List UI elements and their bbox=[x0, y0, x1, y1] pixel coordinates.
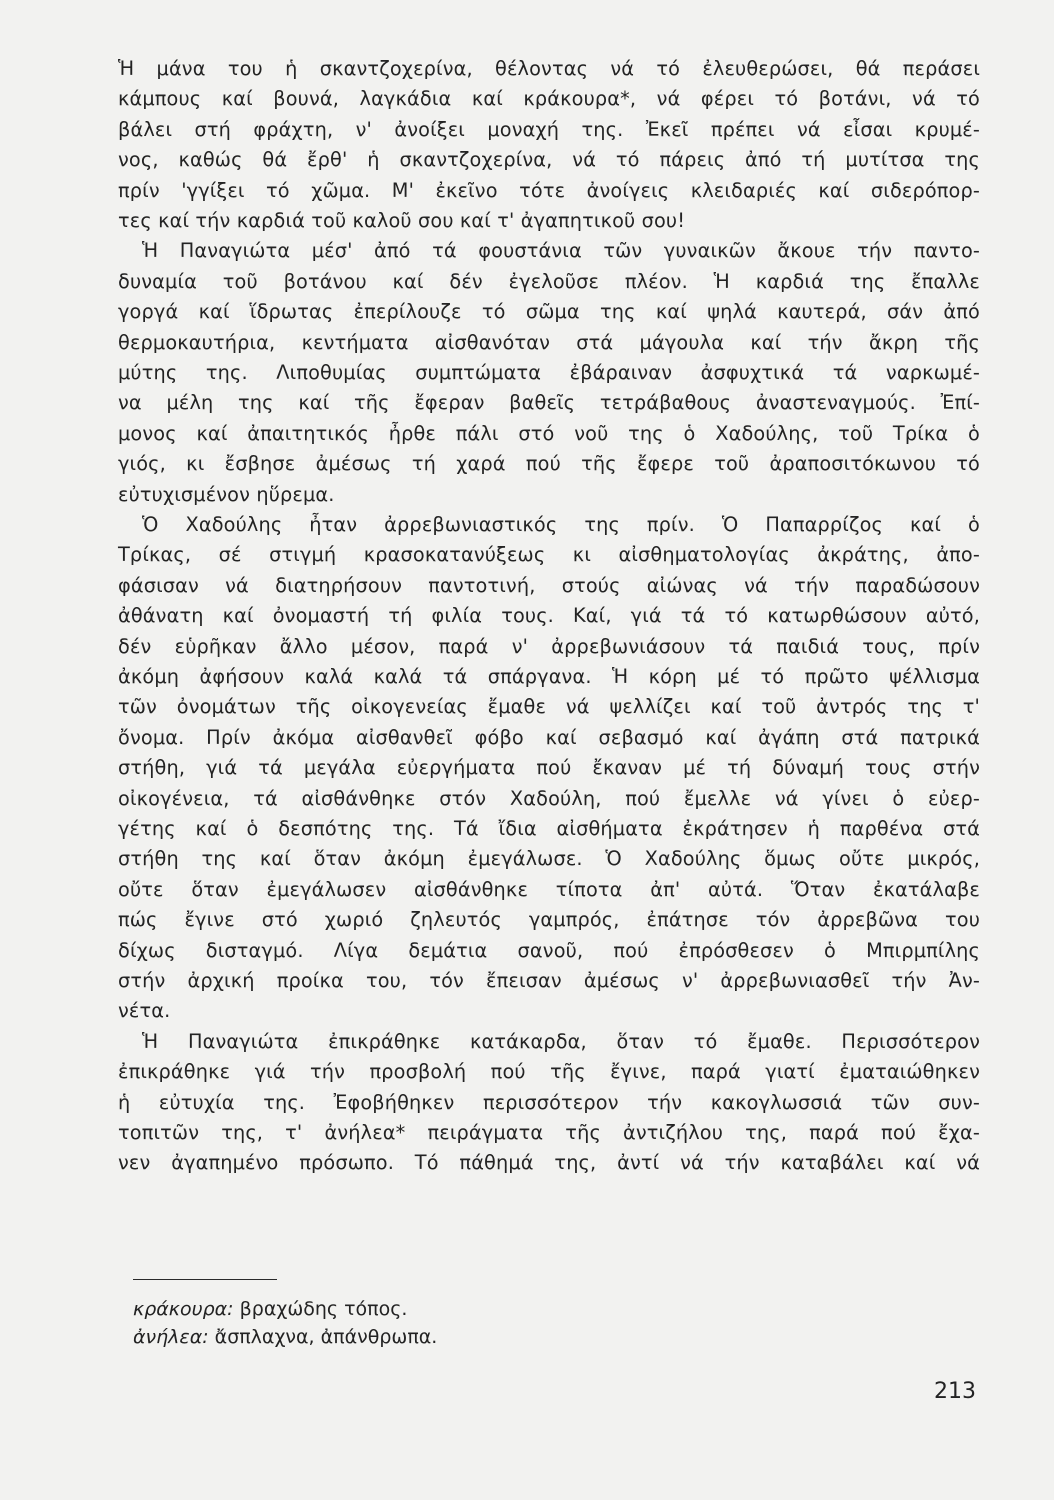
footnote-divider bbox=[133, 1279, 277, 1280]
text-line: μονος καί ἀπαιτητικός ἦρθε πάλι στό νοῦ της ὁ Χαδούλης, τοῦ Τρίκα ὁ bbox=[118, 421, 980, 445]
text-line: στήθη της καί ὅταν ἀκόμη ἐμεγάλωσε. Ὁ Χαδούλης ὅμως οὔτε μικρός, bbox=[118, 847, 980, 871]
text-line: γιός, κι ἔσβησε ἀμέσως τή χαρά πού τῆς ἔφερε τοῦ ἀραποσιτόκωνου τό bbox=[118, 452, 980, 476]
text-line: οὔτε ὅταν ἐμεγάλωσεν αἰσθάνθηκε τίποτα ἀπ' αὐτά. Ὅταν ἐκατάλαβε bbox=[118, 877, 980, 901]
text-line: βάλει στή φράχτη, ν' ἀνοίξει μοναχή της. Ἐκεῖ πρέπει νά εἶσαι κρυμέ- bbox=[118, 117, 980, 141]
text-line: νεν ἀγαπημένο πρόσωπο. Τό πάθημά της, ἀντί νά τήν καταβάλει καί νά bbox=[118, 1151, 980, 1175]
text-line: ἀκόμη ἀφήσουν καλά καλά τά σπάργανα. Ἡ κόρη μέ τό πρῶτο ψέλλισμα bbox=[118, 665, 980, 688]
text-line: Ἡ Παναγιώτα μέσ' ἀπό τά φουστάνια τῶν γυναικῶν ἄκουε τήν παντο- bbox=[142, 239, 980, 263]
text-line: δέν εὑρῆκαν ἄλλο μέσον, παρά ν' ἀρρεβωνιάσουν τά παιδιά τους, πρίν bbox=[118, 634, 980, 658]
text-line: ἀθάνατη καί ὀνομαστή τή φιλία τους. Καί, γιά τά τό κατωρθώσουν αὐτό, bbox=[118, 604, 980, 628]
text-line: ἐπικράθηκε γιά τήν προσβολή πού τῆς ἔγινε, παρά γιατί ἐματαιώθηκεν bbox=[118, 1060, 980, 1084]
text-line: νέτα. bbox=[118, 999, 171, 1023]
footnote-term: ἀνήλεα: bbox=[133, 1326, 209, 1348]
text-line: εὐτυχισμένον ηὕρεμα. bbox=[118, 482, 335, 506]
text-line: Ἡ μάνα του ἡ σκαντζοχερίνα, θέλοντας νά τό ἐλευθερώσει, θά περάσει bbox=[118, 57, 980, 80]
text-line: στήθη, γιά τά μεγάλα εὐεργήματα πού ἔκαναν μέ τή δύναμή τους στήν bbox=[118, 756, 980, 780]
text-line: θερμοκαυτήρια, κεντήματα αἰσθανόταν στά μάγουλα καί τήν ἄκρη τῆς bbox=[118, 330, 980, 354]
footnote bbox=[133, 1324, 437, 1350]
text-line: οἰκογένεια, τά αἰσθάνθηκε στόν Χαδούλη, πού ἔμελλε νά γίνει ὁ εὐερ- bbox=[118, 786, 980, 810]
text-line: Ὁ Χαδούλης ἦταν ἀρρεβωνιαστικός της πρίν. Ὁ Παπαρρίζος καί ὁ bbox=[142, 513, 980, 536]
text-line: πώς ἔγινε στό χωριό ζηλευτός γαμπρός, ἐπάτησε τόν ἀρρεβῶνα του bbox=[118, 908, 980, 932]
footnote-definition: βραχώδης τόπος. bbox=[239, 1298, 408, 1320]
text-line: μύτης της. Λιποθυμίας συμπτώματα ἐβάραιναν ἀσφυχτικά τά ναρκωμέ- bbox=[118, 361, 980, 384]
text-line: ἡ εὐτυχία της. Ἐφοβήθηκεν περισσότερον τήν κακογλωσσιά τῶν συν- bbox=[118, 1090, 980, 1114]
text-line: τῶν ὀνομάτων τῆς οἰκογενείας ἔμαθε νά ψελλίζει καί τοῦ ἀντρός της τ' bbox=[118, 695, 980, 719]
footnote-definition: ἄσπλαχνα, ἀπάνθρωπα. bbox=[214, 1326, 438, 1348]
text-line: να μέλη της καί τῆς ἔφεραν βαθεῖς τετράβαθους ἀναστεναγμούς. Ἐπί- bbox=[118, 391, 980, 415]
text-line: Ἡ Παναγιώτα ἐπικράθηκε κατάκαρδα, ὅταν τό ἔμαθε. Περισσότερον bbox=[142, 1029, 980, 1053]
text-line: ὄνομα. Πρίν ἀκόμα αἰσθανθεῖ φόβο καί σεβασμό καί ἀγάπη στά πατρικά bbox=[118, 725, 980, 749]
text-line: τες καί τήν καρδιά τοῦ καλοῦ σου καί τ' ἀγαπητικοῦ σου! bbox=[118, 209, 686, 232]
text-line: γοργά καί ἵδρωτας ἐπερίλουζε τό σῶμα της καί ψηλά καυτερά, σάν ἀπό bbox=[118, 300, 980, 324]
text-line: δίχως δισταγμό. Λίγα δεμάτια σανοῦ, πού ἐπρόσθεσεν ὁ Μπιρμπίλης bbox=[118, 938, 980, 962]
text-line: νος, καθώς θά ἔρθ' ἡ σκαντζοχερίνα, νά τό πάρεις ἀπό τή μυτίτσα της bbox=[118, 148, 980, 172]
page-number: 213 bbox=[934, 1379, 976, 1404]
text-line: γέτης καί ὁ δεσπότης της. Τά ἴδια αἰσθήματα ἐκράτησεν ἡ παρθένα στά bbox=[118, 817, 980, 840]
text-line: στήν ἀρχική προίκα του, τόν ἔπεισαν ἀμέσως ν' ἀρρεβωνιασθεῖ τήν Ἀν- bbox=[118, 969, 980, 992]
text-line: κάμπους καί βουνά, λαγκάδια καί κράκουρα*, νά φέρει τό βοτάνι, νά τό bbox=[118, 87, 980, 111]
text-line: τοπιτῶν της, τ' ἀνήλεα* πειράγματα τῆς ἀντιζήλου της, παρά πού ἔχα- bbox=[118, 1121, 980, 1144]
footnote-term: κράκουρα: bbox=[133, 1298, 234, 1320]
text-line: δυναμία τοῦ βοτάνου καί δέν ἐγελοῦσε πλέον. Ἡ καρδιά της ἔπαλλε bbox=[118, 269, 980, 293]
text-line: πρίν 'γγίξει τό χῶμα. Μ' ἐκεῖνο τότε ἀνοίγεις κλειδαριές καί σιδερόπορ- bbox=[118, 178, 980, 202]
text-line: φάσισαν νά διατηρήσουν παντοτινή, στούς αἰώνας νά τήν παραδώσουν bbox=[118, 573, 980, 597]
footnote bbox=[133, 1296, 407, 1322]
text-line: Τρίκας, σέ στιγμή κρασοκατανύξεως κι αἰσθηματολογίας ἀκράτης, ἀπο- bbox=[118, 543, 980, 567]
